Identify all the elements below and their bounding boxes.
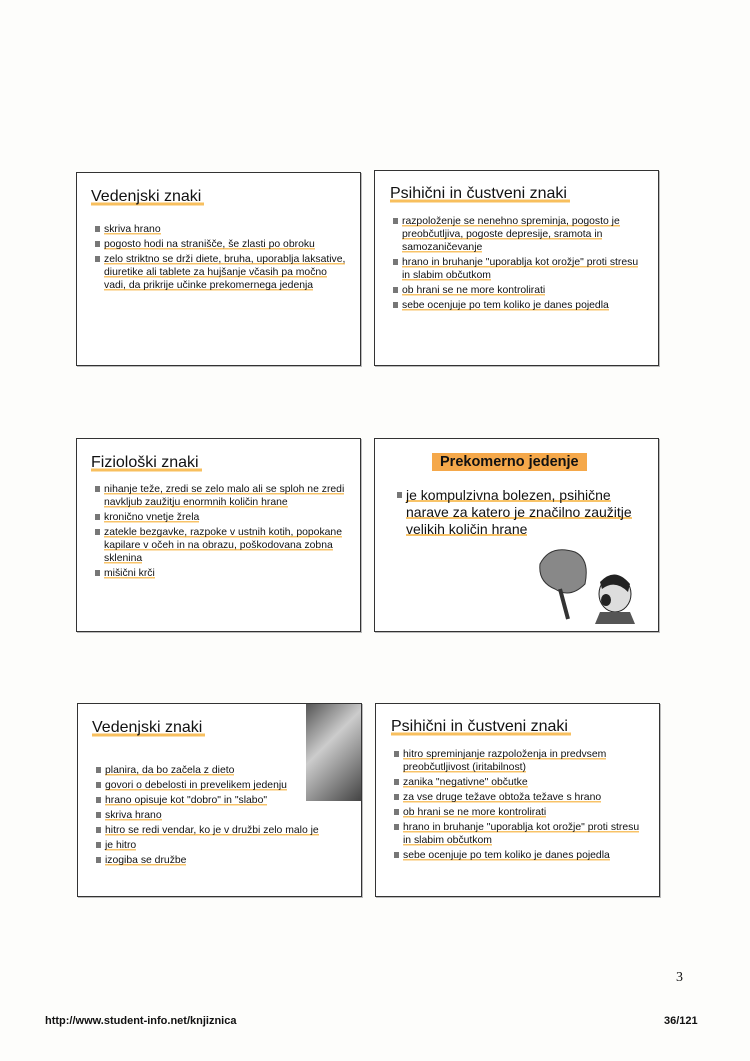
slide-title: Vedenjski znaki (91, 187, 204, 207)
bullet-list (397, 487, 646, 540)
bullet-icon (394, 824, 399, 830)
slide-title: Vedenjski znaki (92, 718, 205, 738)
list-item: zatekle bezgavke, razpoke v ustnih kotih, popokane kapilare v očeh in na obrazu, poškodovana zobna sklenina (95, 526, 348, 565)
list-item: hitro se redi vendar, ko je v družbi zelo malo je (96, 824, 349, 837)
bullet-list (394, 748, 647, 864)
slide-vedenjski-znaki-2 (77, 703, 362, 897)
slide-title: Psihični in čustveni znaki (390, 184, 570, 204)
bullet-icon (394, 794, 399, 800)
slide-fizioloski-znaki (76, 438, 361, 632)
bullet-icon (394, 751, 399, 757)
bullet-icon (393, 287, 398, 293)
list-item: zelo striktno se drži diete, bruha, uporablja laksative, diuretike ali tablete za hujšanje včasih pa močno vadi, da prikrije učinke prekomernega jedenja (95, 253, 348, 292)
list-item: mišični krči (95, 567, 348, 580)
footer-page-count: 36/121 (664, 1015, 698, 1027)
bullet-icon (397, 492, 402, 498)
bullet-icon (394, 779, 399, 785)
list-item: nihanje teže, zredi se zelo malo ali se sploh ne zredi navkljub zaužitju enormnih količin hrane (95, 483, 348, 509)
bullet-icon (393, 259, 398, 265)
bullet-icon (393, 218, 398, 224)
list-item: zanika "negativne" občutke (394, 776, 647, 789)
bullet-icon (96, 812, 101, 818)
list-item: razpoloženje se nenehno spreminja, pogosto je preobčutljiva, pogoste depresije, sramota in samozaničevanje (393, 215, 646, 254)
list-item: za vse druge težave obtoža težave s hrano (394, 791, 647, 804)
bullet-icon (394, 809, 399, 815)
list-item: kronično vnetje žrela (95, 511, 348, 524)
list-item: govori o debelosti in prevelikem jedenju (96, 779, 349, 792)
list-item: je hitro (96, 839, 349, 852)
list-item: hrano in bruhanje "uporablja kot orožje" proti stresu in slabim občutkom (394, 821, 647, 847)
bullet-icon (95, 486, 100, 492)
bullet-icon (95, 256, 100, 262)
bullet-icon (96, 857, 101, 863)
page-number: 3 (676, 970, 683, 985)
slide-psihicni-znaki-2 (375, 703, 660, 897)
bullet-icon (96, 827, 101, 833)
footer-url: http://www.student-info.net/knjiznica (45, 1015, 237, 1027)
bullet-list (393, 215, 646, 314)
list-item: sebe ocenjuje po tem koliko je danes pojedla (394, 849, 647, 862)
bullet-icon (96, 797, 101, 803)
bullet-icon (95, 529, 100, 535)
list-item: sebe ocenjuje po tem koliko je danes pojedla (393, 299, 646, 312)
slide-title: Prekomerno jedenje (432, 453, 587, 471)
slide-vedenjski-znaki-1 (76, 172, 361, 366)
list-item: ob hrani se ne more kontrolirati (394, 806, 647, 819)
bullet-icon (393, 302, 398, 308)
list-item: hrano in bruhanje "uporablja kot orožje" proti stresu in slabim občutkom (393, 256, 646, 282)
bullet-list (95, 483, 348, 582)
list-item: planira, da bo začela z dieto (96, 764, 349, 777)
bullet-icon (96, 842, 101, 848)
list-item: izogiba se družbe (96, 854, 349, 867)
list-item: ob hrani se ne more kontrolirati (393, 284, 646, 297)
list-item: hrano opisuje kot "dobro" in "slabo" (96, 794, 349, 807)
list-item: skriva hrano (96, 809, 349, 822)
bullet-icon (95, 226, 100, 232)
list-item: je kompulzivna bolezen, psihične narave za katero je značilno zaužitje velikih količin hrane (397, 487, 646, 538)
man-eating-illustration (530, 544, 640, 624)
bullet-icon (95, 514, 100, 520)
slide-prekomerno-jedenje (374, 438, 659, 632)
bullet-list (96, 764, 349, 869)
list-item: pogosto hodi na stranišče, še zlasti po obroku (95, 238, 348, 251)
bullet-icon (96, 782, 101, 788)
bullet-icon (96, 767, 101, 773)
slide-title: Psihični in čustveni znaki (391, 717, 571, 737)
list-item: skriva hrano (95, 223, 348, 236)
slide-psihicni-znaki-1 (374, 170, 659, 366)
bullet-icon (95, 241, 100, 247)
bullet-icon (394, 852, 399, 858)
bullet-icon (95, 570, 100, 576)
slide-title: Fiziološki znaki (91, 453, 202, 473)
bullet-list (95, 223, 348, 294)
list-item: hitro spreminjanje razpoloženja in predvsem preobčutljivost (iritabilnost) (394, 748, 647, 774)
